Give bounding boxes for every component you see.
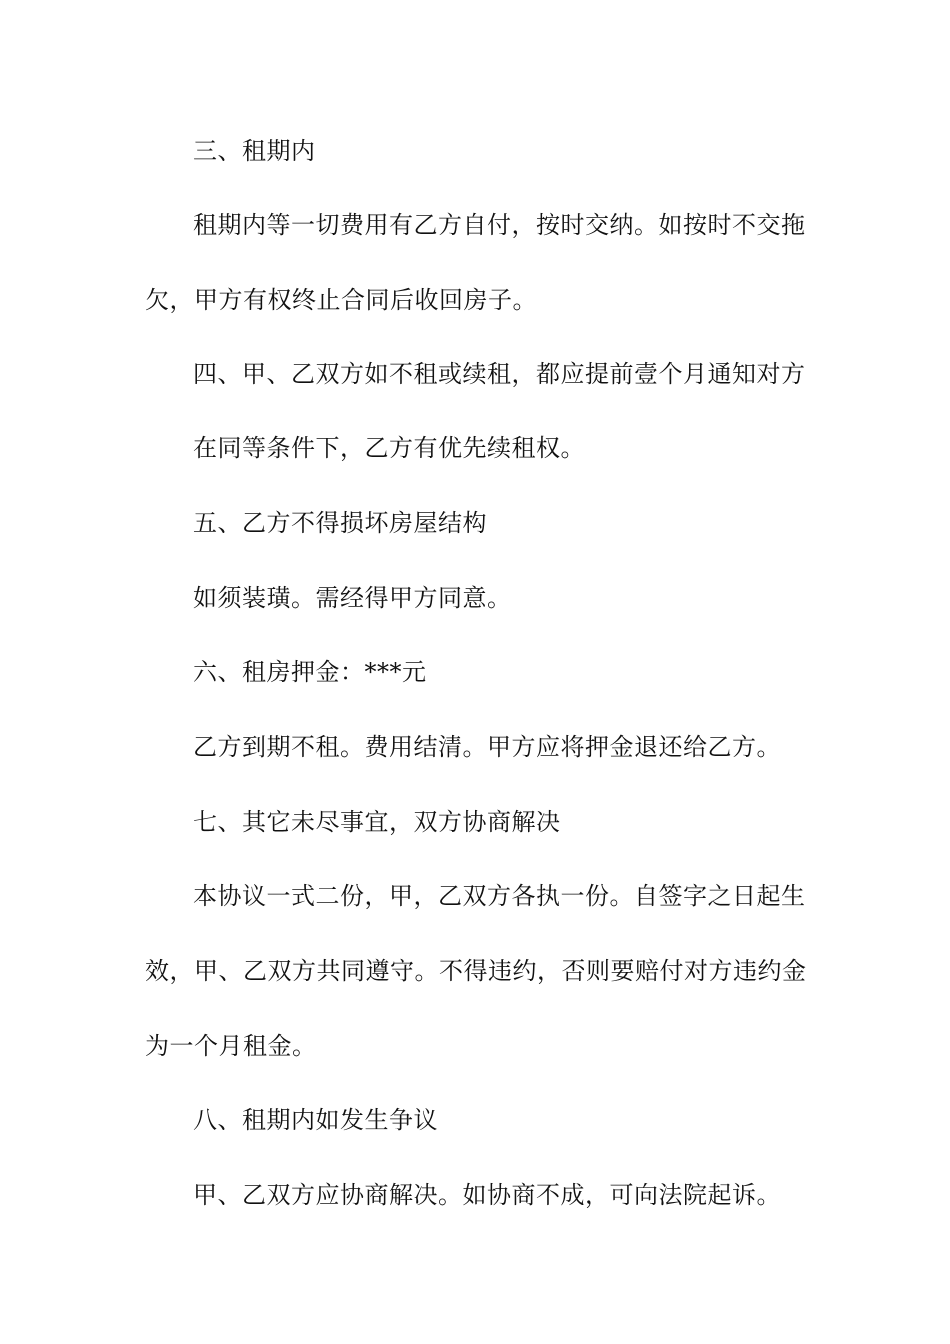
paragraph-line: 如须装璜。需经得甲方同意。 [193,584,512,612]
paragraph-line: 为一个月租金。 [145,1032,317,1060]
paragraph-line: 欠，甲方有权终止合同后收回房子。 [145,286,537,314]
paragraph-line: 甲、乙双方应协商解决。如协商不成，可向法院起诉。 [193,1181,781,1209]
section-heading-6: 六、租房押金：***元 [193,658,427,686]
section-heading-3: 三、租期内 [193,137,316,165]
section-heading-5: 五、乙方不得损坏房屋结构 [193,509,487,537]
paragraph-line: 租期内等一切费用有乙方自付，按时交纳。如按时不交拖 [193,211,806,239]
section-heading-4: 四、甲、乙双方如不租或续租，都应提前壹个月通知对方 [193,360,806,388]
paragraph-line: 本协议一式二份，甲，乙双方各执一份。自签字之日起生 [193,882,806,910]
section-heading-7: 七、其它未尽事宜，双方协商解决 [193,808,561,836]
paragraph-line: 效，甲、乙双方共同遵守。不得违约，否则要赔付对方违约金 [145,957,807,985]
paragraph-line: 在同等条件下，乙方有优先续租权。 [193,434,585,462]
section-heading-8: 八、租期内如发生争议 [193,1106,438,1134]
paragraph-line: 乙方到期不租。费用结清。甲方应将押金退还给乙方。 [193,733,781,761]
